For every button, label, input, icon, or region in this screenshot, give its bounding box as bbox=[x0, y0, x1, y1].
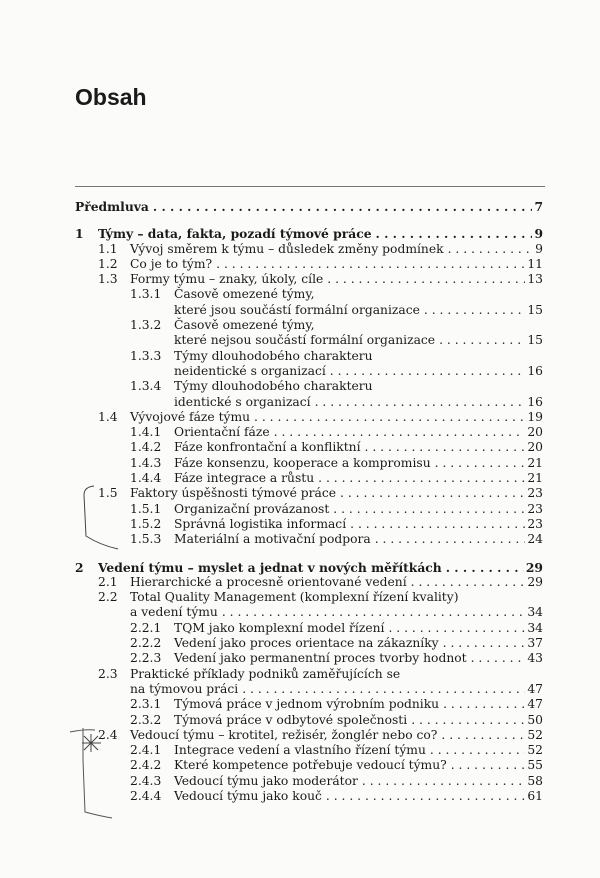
page-number: 9 bbox=[534, 226, 543, 242]
page-number: 37 bbox=[527, 636, 543, 651]
page-number: 52 bbox=[527, 727, 543, 742]
entry-number: 2.4 bbox=[98, 727, 118, 742]
entry-number: 2.2.3 bbox=[130, 651, 162, 666]
page-number: 16 bbox=[527, 363, 543, 378]
entry-title: Vedoucí týmu jako kouč bbox=[174, 788, 322, 803]
page-number: 58 bbox=[527, 773, 543, 788]
entry-title: Časově omezené týmy, bbox=[174, 287, 315, 302]
entry-number: 1 bbox=[75, 226, 84, 242]
entry-title: Týmová práce v jednom výrobním podniku bbox=[174, 697, 440, 712]
entry-title: Formy týmu – znaky, úkoly, cíle bbox=[130, 272, 324, 287]
page-number: 15 bbox=[527, 333, 543, 348]
page-number: 23 bbox=[527, 516, 543, 531]
entry-title: Které kompetence potřebuje vedoucí týmu? bbox=[174, 758, 447, 773]
entry-title: které nejsou součástí formální organizace bbox=[174, 333, 436, 348]
page-number: 29 bbox=[527, 574, 543, 589]
entry-number: 1.4.4 bbox=[130, 471, 162, 486]
entry-number: 2.3 bbox=[98, 666, 118, 681]
entry-number: 2.3.1 bbox=[130, 697, 162, 712]
entry-number: 1.3.4 bbox=[130, 379, 162, 394]
entry-title: Fáze konfrontační a konfliktní bbox=[174, 440, 361, 455]
entry-title: Správná logistika informací bbox=[174, 516, 347, 531]
entry-title: které jsou součástí formální organizace bbox=[174, 302, 420, 317]
entry-number: 1.2 bbox=[98, 256, 118, 271]
entry-title: Materiální a motivační podpora bbox=[174, 532, 371, 547]
entry-number: 1.4 bbox=[98, 409, 118, 424]
entry-title: Total Quality Management (komplexní řízení kvality) bbox=[130, 590, 459, 605]
entry-title: Orientační fáze bbox=[174, 425, 270, 440]
page-number: 9 bbox=[535, 241, 543, 256]
page-number: 61 bbox=[527, 788, 543, 803]
entry-number: 2.4.2 bbox=[130, 758, 162, 773]
entry-title: Vývojové fáze týmu bbox=[130, 409, 251, 424]
entry-number: 2.2.2 bbox=[130, 636, 162, 651]
entry-number: 2.4.3 bbox=[130, 773, 162, 788]
page-number: 43 bbox=[527, 651, 543, 666]
entry-title: Týmová práce v odbytové společnosti bbox=[174, 712, 408, 727]
entry-number: 1.4.2 bbox=[130, 440, 162, 455]
entry-title: Časově omezené týmy, bbox=[174, 318, 315, 333]
entry-title: TQM jako komplexní model řízení bbox=[174, 620, 385, 635]
entry-title: Fáze integrace a růstu bbox=[174, 471, 315, 486]
entry-number: 1.5 bbox=[98, 486, 118, 501]
entry-number: 1.4.1 bbox=[130, 425, 162, 440]
page-number: 20 bbox=[527, 425, 543, 440]
entry-number: 1.4.3 bbox=[130, 455, 162, 470]
entry-title: Týmy – data, fakta, pozadí týmové práce bbox=[98, 226, 372, 242]
entry-number: 1.3 bbox=[98, 272, 118, 287]
entry-number: 1.3.1 bbox=[130, 287, 162, 302]
entry-title: identické s organizací bbox=[174, 394, 311, 409]
entry-title: neidentické s organizací bbox=[174, 363, 326, 378]
page-number: 34 bbox=[527, 620, 543, 635]
entry-title: Hierarchické a procesně orientované vedení bbox=[130, 574, 407, 589]
page-title: Obsah bbox=[75, 84, 147, 110]
page-number: 21 bbox=[527, 455, 543, 470]
page-number: 13 bbox=[527, 272, 543, 287]
entry-title: Vývoj směrem k týmu – důsledek změny podmínek bbox=[130, 241, 444, 256]
page-number: 20 bbox=[527, 440, 543, 455]
page-number: 21 bbox=[527, 471, 543, 486]
entry-number: 1.1 bbox=[98, 241, 118, 256]
page-number: 16 bbox=[527, 394, 543, 409]
page-number: 11 bbox=[527, 256, 543, 271]
page-number: 24 bbox=[527, 532, 543, 547]
entry-title: Vedoucí týmu – krotitel, režisér, žonglér nebo co? bbox=[130, 727, 438, 742]
entry-title: Organizační provázanost bbox=[174, 501, 330, 516]
page-number: 34 bbox=[527, 605, 543, 620]
entry-title: Vedení jako permanentní proces tvorby hodnot bbox=[174, 651, 467, 666]
page-number: 55 bbox=[527, 758, 543, 773]
entry-title: Integrace vedení a vlastního řízení týmu bbox=[174, 743, 426, 758]
page-number: 7 bbox=[534, 199, 543, 214]
entry-number: 1.5.2 bbox=[130, 516, 162, 531]
entry-number: 2.2 bbox=[98, 590, 118, 605]
entry-number: 2.4.4 bbox=[130, 788, 162, 803]
entry-number: 1.5.3 bbox=[130, 532, 162, 547]
entry-title: Vedení týmu – myslet a jednat v nových měřítkách bbox=[98, 559, 442, 575]
entry-title: Praktické příklady podniků zaměřujících se bbox=[130, 666, 401, 681]
entry-number: 2 bbox=[75, 559, 84, 575]
entry-title: Týmy dlouhodobého charakteru bbox=[174, 348, 373, 363]
page-number: 15 bbox=[527, 302, 543, 317]
entry-number: 1.3.2 bbox=[130, 318, 162, 333]
entry-number: 2.4.1 bbox=[130, 743, 162, 758]
entry-title: Předmluva bbox=[75, 199, 149, 214]
entry-title: Vedoucí týmu jako moderátor bbox=[174, 773, 358, 788]
page-number: 50 bbox=[527, 712, 543, 727]
page-number: 23 bbox=[527, 486, 543, 501]
entry-title: Co je to tým? bbox=[130, 256, 213, 271]
entry-title: Vedení jako proces orientace na zákazníky bbox=[174, 636, 439, 651]
entry-title: a vedení týmu bbox=[130, 605, 218, 620]
page-number: 52 bbox=[527, 743, 543, 758]
page-number: 29 bbox=[525, 559, 543, 575]
entry-title: na týmovou práci bbox=[130, 681, 239, 696]
entry-number: 1.3.3 bbox=[130, 348, 162, 363]
page-number: 47 bbox=[527, 681, 543, 696]
entry-number: 2.1 bbox=[98, 574, 118, 589]
entry-number: 1.5.1 bbox=[130, 501, 162, 516]
page-number: 23 bbox=[527, 501, 543, 516]
entry-title: Fáze konsenzu, kooperace a kompromisu bbox=[174, 455, 431, 470]
entry-number: 2.2.1 bbox=[130, 620, 162, 635]
entry-title: Faktory úspěšnosti týmové práce bbox=[130, 486, 336, 501]
entry-number: 2.3.2 bbox=[130, 712, 162, 727]
page-number: 47 bbox=[527, 697, 543, 712]
entry-title: Týmy dlouhodobého charakteru bbox=[174, 379, 373, 394]
page-number: 19 bbox=[527, 409, 543, 424]
